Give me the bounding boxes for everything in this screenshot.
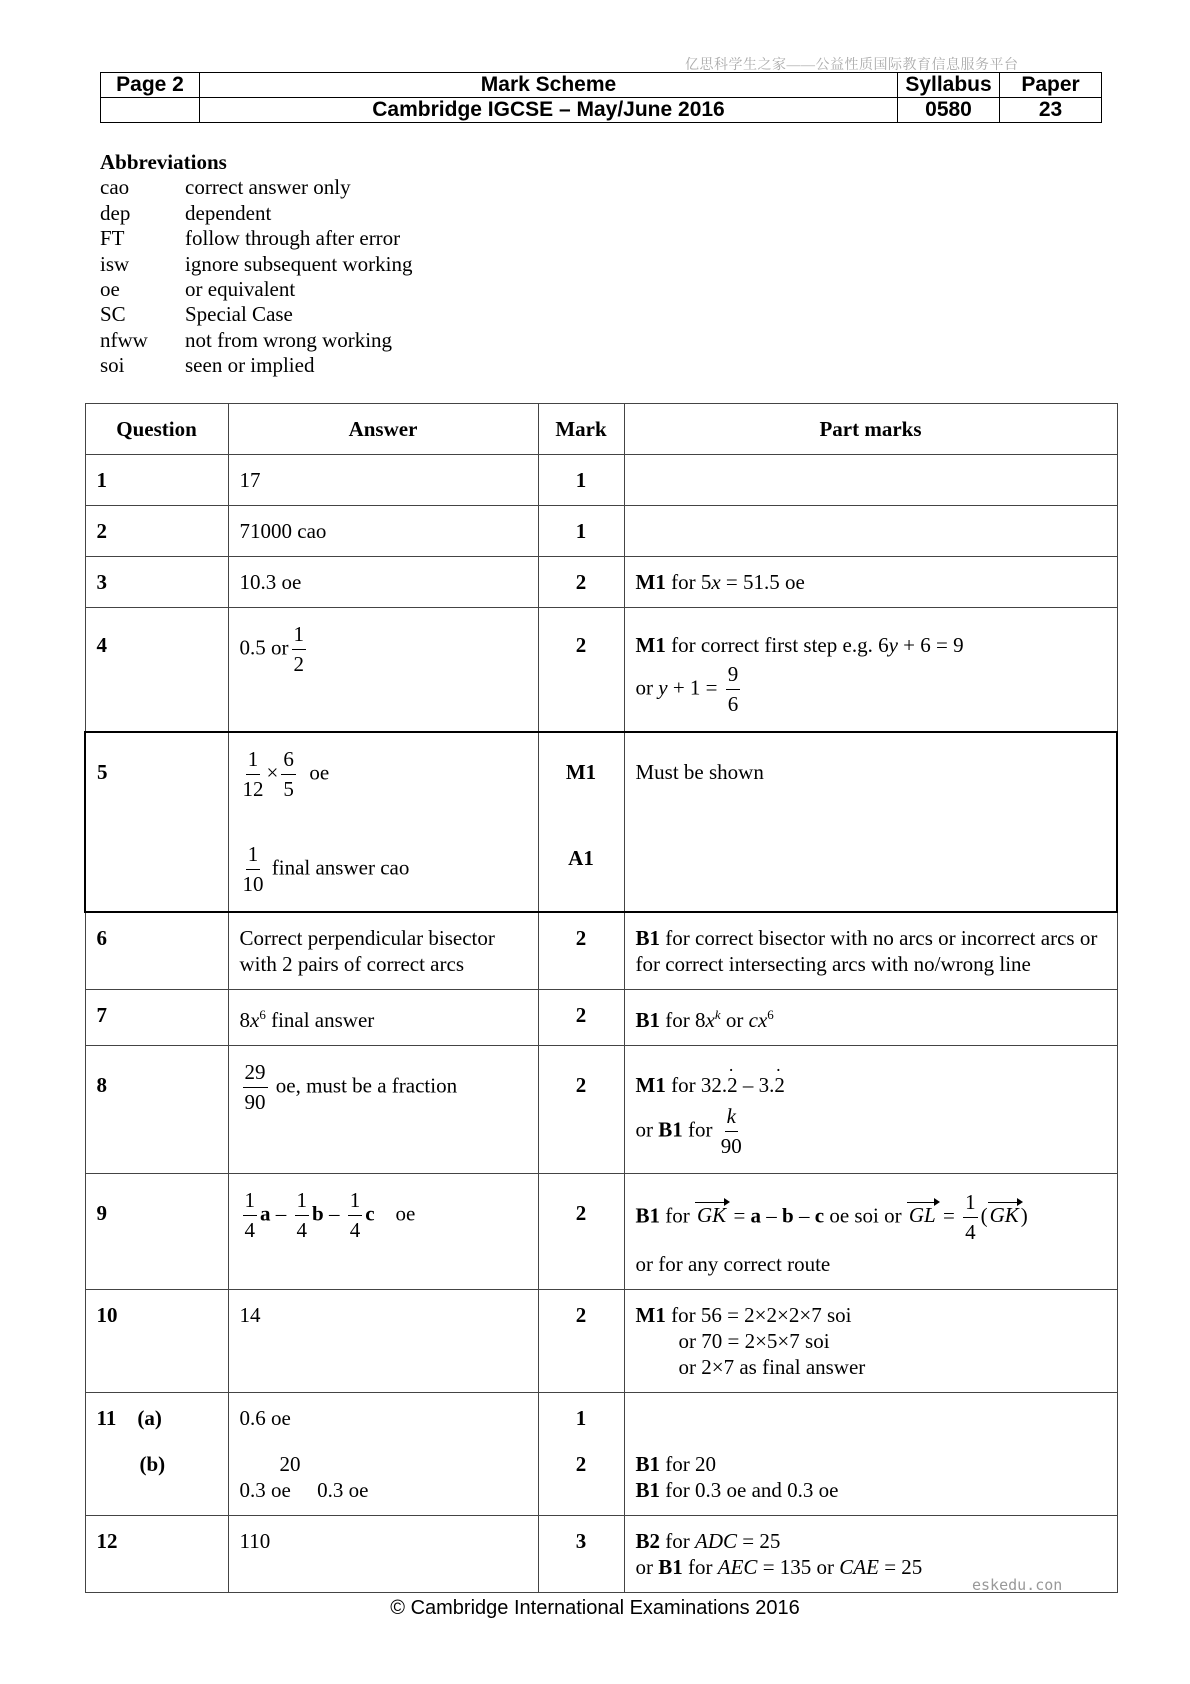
abbr-row bbox=[100, 328, 412, 353]
abbr-key: FT bbox=[100, 226, 125, 251]
table-row bbox=[85, 455, 1117, 506]
denominator: 2 bbox=[293, 652, 304, 676]
part-line: or 70 = 2×5×7 soi bbox=[678, 1329, 830, 1353]
page-header bbox=[100, 72, 1102, 123]
text: for 20 bbox=[665, 1452, 717, 1476]
mark-m1: M1 bbox=[565, 760, 597, 784]
text: for bbox=[671, 1073, 701, 1097]
fraction bbox=[243, 1058, 268, 1117]
watermark-top: 亿思科学生之家——公益性质国际教育信息服务平台 bbox=[685, 58, 1019, 73]
fraction bbox=[726, 660, 741, 719]
abbr-value: follow through after error bbox=[185, 226, 401, 251]
table-row bbox=[85, 608, 1117, 733]
syllabus-code: 0580 bbox=[898, 98, 1000, 123]
mark-scheme-table bbox=[84, 403, 1118, 1593]
text: + 6 = 9 bbox=[897, 633, 964, 657]
text: = 25 bbox=[878, 1555, 923, 1579]
part-marks bbox=[624, 1174, 1117, 1290]
exponent: 6 bbox=[259, 1007, 266, 1022]
abbreviations bbox=[100, 150, 412, 379]
answer bbox=[228, 1046, 538, 1174]
recurring-digit: · 2 bbox=[774, 1073, 785, 1097]
denominator: 90 bbox=[244, 1090, 266, 1114]
fraction bbox=[281, 745, 296, 804]
answer-b-top: 20 bbox=[279, 1452, 301, 1476]
text: ) bbox=[1020, 1203, 1028, 1228]
abbr-value: seen or implied bbox=[185, 353, 315, 378]
text: or bbox=[635, 1117, 659, 1142]
mark: 3 bbox=[538, 1516, 624, 1593]
text: oe bbox=[395, 1201, 416, 1226]
abbr-row bbox=[100, 302, 412, 327]
col-part-marks: Part marks bbox=[624, 404, 1117, 455]
text: 32. bbox=[700, 1073, 728, 1097]
answer bbox=[228, 608, 538, 733]
mark: 1 bbox=[538, 455, 624, 506]
vector-c: c bbox=[365, 1201, 375, 1226]
answer-line bbox=[240, 745, 527, 804]
answer bbox=[228, 990, 538, 1046]
text: = bbox=[937, 1203, 961, 1228]
abbr-key: nfww bbox=[100, 327, 148, 352]
mark-code: B1 bbox=[635, 926, 661, 950]
variable: x bbox=[705, 1008, 715, 1032]
exponent: k bbox=[714, 1007, 721, 1022]
mark: 2 bbox=[538, 557, 624, 608]
abbr-key: soi bbox=[100, 353, 125, 378]
numerator: 1 bbox=[348, 1186, 363, 1216]
mark-code: M1 bbox=[635, 570, 666, 594]
variable: x bbox=[711, 570, 721, 594]
part-label: (a) bbox=[137, 1406, 162, 1430]
mark-code: B1 bbox=[635, 1452, 661, 1476]
question-number: 8 bbox=[85, 1046, 228, 1174]
answer-b-bottom bbox=[240, 1477, 527, 1503]
question-number-text: 11 bbox=[96, 1406, 117, 1430]
table-row bbox=[85, 1393, 1117, 1516]
denominator: 90 bbox=[720, 1134, 742, 1158]
answer bbox=[228, 1393, 538, 1516]
times-sign: × bbox=[266, 760, 279, 785]
text: or bbox=[720, 1008, 749, 1032]
table-row bbox=[85, 732, 1117, 912]
col-mark: Mark bbox=[538, 404, 624, 455]
part-line bbox=[636, 1528, 1106, 1554]
abbr-key: SC bbox=[100, 302, 126, 327]
numerator: 1 bbox=[963, 1188, 978, 1218]
text: or bbox=[635, 1555, 659, 1579]
variable: ADC bbox=[695, 1529, 738, 1553]
variable: y bbox=[658, 675, 668, 700]
variable: cx bbox=[748, 1008, 768, 1032]
part-line bbox=[636, 632, 1106, 658]
abbr-value: or equivalent bbox=[185, 277, 296, 302]
mark bbox=[538, 1393, 624, 1516]
text: = 135 or bbox=[757, 1555, 840, 1579]
denominator: 6 bbox=[727, 692, 739, 716]
abbr-value: dependent bbox=[185, 200, 272, 225]
mark-code: B1 bbox=[635, 1478, 661, 1502]
abbr-row bbox=[100, 277, 412, 302]
abbr-key: oe bbox=[100, 277, 120, 302]
part-marks bbox=[624, 912, 1117, 990]
watermark-bottom: eskedu.con bbox=[972, 1576, 1063, 1594]
variable: y bbox=[888, 633, 898, 657]
mark-a: 1 bbox=[575, 1406, 587, 1430]
numerator: 9 bbox=[726, 660, 741, 690]
answer-a: 0.6 oe bbox=[239, 1406, 291, 1430]
mark: 2 bbox=[538, 608, 624, 733]
vector-b: b bbox=[782, 1203, 794, 1228]
mark-code: B1 bbox=[635, 1203, 661, 1228]
part-marks bbox=[624, 1290, 1117, 1393]
table-row bbox=[85, 1290, 1117, 1393]
text: for 8 bbox=[665, 1008, 706, 1032]
fraction bbox=[243, 840, 264, 899]
mark-code: B2 bbox=[635, 1529, 661, 1553]
abbr-key: dep bbox=[100, 200, 131, 225]
mark: 2 bbox=[538, 1174, 624, 1290]
syllabus-label: Syllabus bbox=[898, 73, 1000, 98]
text: or bbox=[635, 675, 659, 700]
col-answer: Answer bbox=[228, 404, 538, 455]
text: 0.5 or bbox=[239, 635, 289, 660]
denominator: 5 bbox=[283, 777, 294, 801]
text: for bbox=[682, 1555, 718, 1579]
part-marks bbox=[624, 990, 1117, 1046]
abbr-key: cao bbox=[100, 175, 130, 200]
question-number: 4 bbox=[85, 608, 228, 733]
part-marks bbox=[624, 1046, 1117, 1174]
vector-gk: GK bbox=[697, 1203, 727, 1228]
text: – 3. bbox=[737, 1073, 775, 1097]
answer: 10.3 oe bbox=[228, 557, 538, 608]
exponent: 6 bbox=[767, 1007, 774, 1022]
text: oe soi or bbox=[824, 1203, 907, 1228]
mark: 1 bbox=[538, 506, 624, 557]
header-title: Mark Scheme bbox=[200, 73, 898, 98]
text: = 25 bbox=[737, 1529, 781, 1553]
numerator: 29 bbox=[243, 1058, 268, 1088]
text: ( bbox=[980, 1203, 988, 1228]
table-row bbox=[85, 1516, 1117, 1593]
question-number: 9 bbox=[85, 1174, 228, 1290]
table-row bbox=[85, 1174, 1117, 1290]
abbreviations-title: Abbreviations bbox=[100, 150, 227, 174]
text: for correct first step e.g. 6 bbox=[671, 633, 889, 657]
mark-a1: A1 bbox=[568, 846, 594, 870]
abbr-value: correct answer only bbox=[185, 175, 351, 200]
variable: AEC bbox=[717, 1555, 758, 1579]
numerator: 1 bbox=[246, 745, 261, 775]
text: – bbox=[323, 1201, 345, 1226]
table-row bbox=[85, 1046, 1117, 1174]
denominator: 10 bbox=[242, 872, 264, 896]
answer: 110 bbox=[228, 1516, 538, 1593]
answer: Correct perpendicular bisector with 2 pairs of correct arcs bbox=[228, 912, 538, 990]
text: final answer bbox=[265, 1008, 375, 1032]
mark-code: B1 bbox=[658, 1555, 683, 1579]
answer: 17 bbox=[228, 455, 538, 506]
text: for 56 = 2×2×2×7 soi bbox=[671, 1303, 852, 1327]
text: 0.3 oe bbox=[239, 1478, 291, 1502]
variable: x bbox=[250, 1008, 260, 1032]
numerator: 1 bbox=[246, 840, 261, 870]
question-number: 12 bbox=[85, 1516, 228, 1593]
part-line: or 2×7 as final answer bbox=[678, 1355, 866, 1379]
text: – bbox=[270, 1201, 292, 1226]
numerator: 1 bbox=[295, 1186, 310, 1216]
fraction bbox=[295, 1186, 310, 1245]
abbr-value: not from wrong working bbox=[185, 327, 393, 352]
header-subtitle: Cambridge IGCSE – May/June 2016 bbox=[200, 98, 898, 123]
part-line bbox=[636, 660, 1106, 719]
text: = 51.5 oe bbox=[720, 570, 805, 594]
part-line bbox=[636, 1102, 1106, 1161]
fraction bbox=[963, 1188, 978, 1247]
numerator: 1 bbox=[292, 620, 307, 650]
denominator: 4 bbox=[349, 1218, 361, 1242]
header-blank bbox=[101, 98, 200, 123]
mark: 2 bbox=[538, 1290, 624, 1393]
answer: 71000 cao bbox=[228, 506, 538, 557]
text: oe bbox=[309, 760, 330, 785]
text: final answer cao bbox=[271, 855, 410, 880]
table-row bbox=[85, 912, 1117, 990]
text: for bbox=[688, 1117, 718, 1142]
numerator: 1 bbox=[243, 1186, 258, 1216]
question-number: 1 bbox=[85, 455, 228, 506]
part-marks bbox=[624, 608, 1117, 733]
part-line: or for any correct route bbox=[635, 1252, 831, 1276]
vector-gk: GK bbox=[989, 1203, 1019, 1228]
part-line bbox=[636, 1302, 1106, 1328]
text: oe, must be a fraction bbox=[275, 1073, 458, 1098]
part-marks bbox=[624, 1393, 1117, 1516]
mark-code: M1 bbox=[635, 633, 666, 657]
vector-b: b bbox=[312, 1201, 324, 1226]
mark: 2 bbox=[538, 912, 624, 990]
vector-a: a bbox=[260, 1201, 271, 1226]
fraction bbox=[292, 620, 307, 679]
denominator: 12 bbox=[242, 777, 264, 801]
mark-code: M1 bbox=[635, 1303, 666, 1327]
question-number bbox=[85, 1393, 228, 1516]
question-number: 7 bbox=[85, 990, 228, 1046]
abbr-value: ignore subsequent working bbox=[185, 251, 413, 276]
question-number: 5 bbox=[85, 732, 228, 912]
part-label: (b) bbox=[139, 1452, 166, 1476]
numerator: 6 bbox=[281, 745, 296, 775]
fraction bbox=[243, 745, 264, 804]
mark-b: 2 bbox=[575, 1452, 587, 1476]
fraction bbox=[243, 1186, 258, 1245]
table-row bbox=[85, 990, 1117, 1046]
abbr-row bbox=[100, 353, 412, 378]
mark: 2 bbox=[538, 990, 624, 1046]
part-line bbox=[636, 1477, 1106, 1503]
col-question: Question bbox=[85, 404, 228, 455]
question-number: 3 bbox=[85, 557, 228, 608]
part-marks bbox=[624, 455, 1117, 506]
vector-c: c bbox=[814, 1203, 825, 1228]
abbr-row bbox=[100, 252, 412, 277]
question-number: 6 bbox=[85, 912, 228, 990]
part-marks bbox=[624, 557, 1117, 608]
answer bbox=[228, 732, 538, 912]
paper-number: 23 bbox=[1000, 98, 1102, 123]
part-line bbox=[636, 1188, 1106, 1247]
answer bbox=[228, 1174, 538, 1290]
question-number: 2 bbox=[85, 506, 228, 557]
text: 0.3 oe bbox=[317, 1478, 369, 1502]
paper-label: Paper bbox=[1000, 73, 1102, 98]
abbr-value: Special Case bbox=[185, 302, 293, 327]
table-row bbox=[85, 557, 1117, 608]
answer: 14 bbox=[228, 1290, 538, 1393]
table-row bbox=[85, 506, 1117, 557]
text: for bbox=[665, 1529, 696, 1553]
fraction bbox=[348, 1186, 363, 1245]
mark bbox=[538, 732, 624, 912]
numerator: k bbox=[725, 1102, 738, 1132]
abbr-row bbox=[100, 226, 412, 251]
abbr-row bbox=[100, 175, 412, 200]
text: 8 bbox=[239, 1008, 250, 1032]
denominator: 4 bbox=[965, 1220, 976, 1244]
text: for bbox=[665, 1203, 696, 1228]
text: – bbox=[761, 1203, 783, 1228]
footer-copyright: © Cambridge International Examinations 2016 bbox=[390, 1597, 800, 1619]
abbr-key: isw bbox=[100, 251, 130, 276]
text: for correct bisector with no arcs or incorrect arcs or for correct intersecting arcs with no/wrong line bbox=[635, 926, 1098, 976]
part-line bbox=[636, 1451, 1106, 1477]
mark-code: B1 bbox=[658, 1117, 683, 1142]
page-number: Page 2 bbox=[101, 73, 200, 98]
variable: CAE bbox=[839, 1555, 879, 1579]
table-header-row bbox=[85, 404, 1117, 455]
part-line bbox=[636, 1072, 1106, 1098]
denominator: 4 bbox=[244, 1218, 255, 1242]
recurring-digit: · 2 bbox=[727, 1073, 738, 1097]
part-marks: Must be shown bbox=[624, 732, 1117, 912]
vector-gl: GL bbox=[908, 1203, 936, 1228]
text: for 5 bbox=[671, 570, 712, 594]
text: for 0.3 oe and 0.3 oe bbox=[665, 1478, 839, 1502]
text: = bbox=[728, 1203, 751, 1228]
text: + 1 = bbox=[667, 675, 723, 700]
text: – bbox=[793, 1203, 815, 1228]
abbr-row bbox=[100, 201, 412, 226]
vector-a: a bbox=[750, 1203, 762, 1228]
denominator: 4 bbox=[296, 1218, 307, 1242]
mark: 2 bbox=[538, 1046, 624, 1174]
answer-line bbox=[240, 840, 527, 899]
question-number: 10 bbox=[85, 1290, 228, 1393]
mark-code: M1 bbox=[635, 1073, 666, 1097]
fraction bbox=[721, 1102, 742, 1161]
mark-code: B1 bbox=[635, 1008, 661, 1032]
part-marks bbox=[624, 506, 1117, 557]
